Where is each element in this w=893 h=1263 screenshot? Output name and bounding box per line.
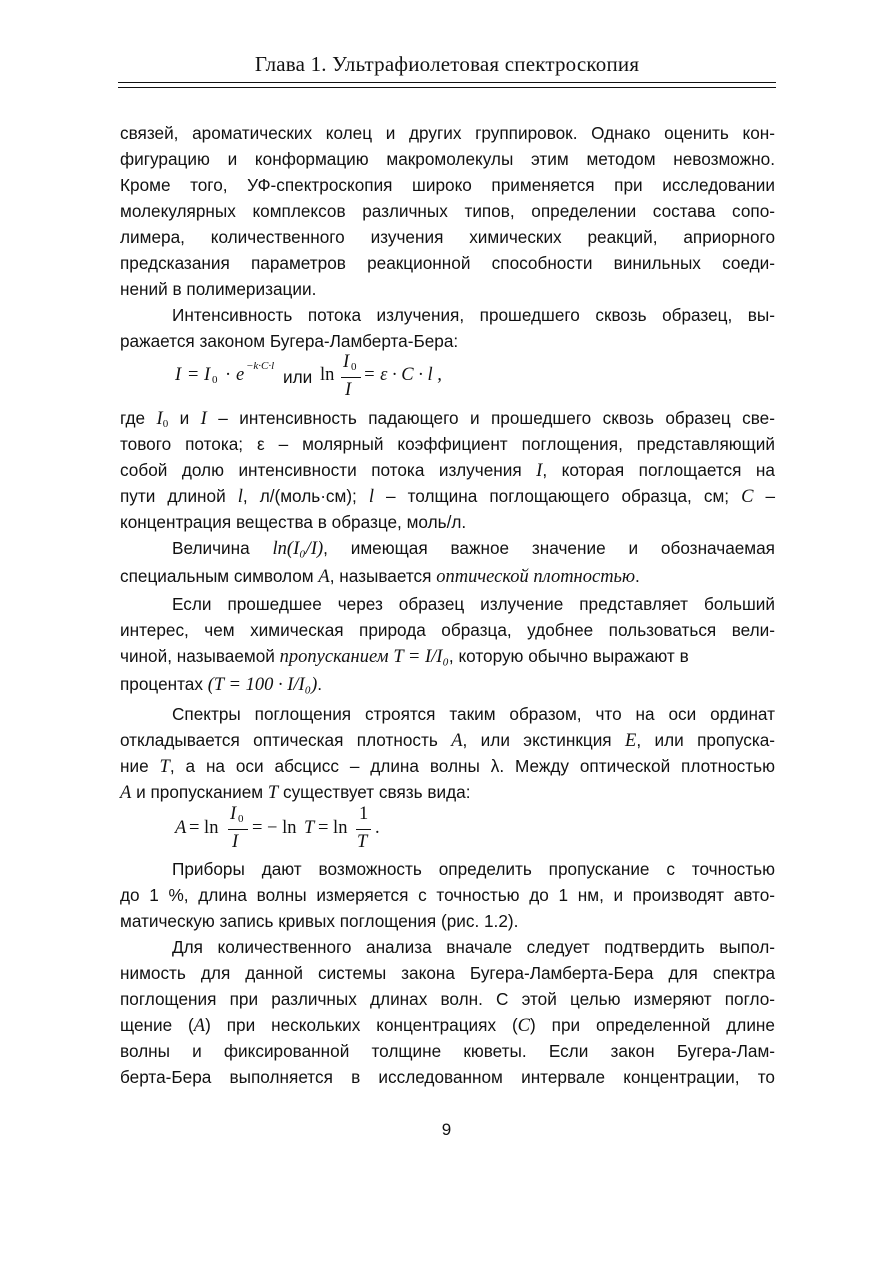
text-line: молекулярных комплексов различных типов, определении состава сопо- [120, 201, 775, 221]
page-number: 9 [441, 1120, 452, 1139]
header-rule-thin [118, 87, 776, 88]
inline-formula: T = I/I₀ [393, 647, 449, 667]
text-line: Кроме того, УФ-спектроскопия широко применяется при исследовании [120, 175, 775, 195]
formula-denominator: I [232, 832, 239, 852]
formula-operator: · [225, 365, 232, 385]
formula-symbol: e [236, 365, 245, 385]
text-line: специальным символом A, называется оптической плотностью. [120, 566, 640, 587]
text-line: Интенсивность потока излучения, прошедшего сквозь образец, вы- [172, 305, 775, 325]
text-line: нений в полимеризации. [120, 279, 317, 299]
fraction-bar [341, 377, 361, 378]
text-line: откладывается оптическая плотность A, или экстинкция E, или пропуска- [120, 730, 776, 751]
text-line: концентрация вещества в образце, моль/л. [120, 512, 467, 532]
text-line: матическую запись кривых поглощения (рис. 1.2). [120, 911, 519, 931]
formula-function: = ln [318, 818, 348, 838]
term-optical-density: оптической плотностью [436, 567, 636, 587]
text-line: нимость для данной системы закона Бугера-Ламберта-Бера для спектра [120, 963, 775, 983]
text-line: пути длиной l, л/(моль·см); l – толщина поглощающего образца, см; C – [120, 486, 776, 507]
term-transmittance: пропусканием [279, 647, 389, 667]
formula-symbol: I [175, 365, 182, 385]
text-line: процентах (T = 100 · I/I₀). [120, 674, 323, 695]
formula-symbol: I [204, 365, 211, 385]
fraction-bar [228, 829, 248, 830]
formula-subscript: 0 [238, 813, 244, 825]
formula-denominator: T [357, 832, 368, 852]
inline-formula: ln(I₀/I) [272, 539, 324, 559]
formula-function: ln [320, 365, 335, 385]
text-line: ние T, а на оси абсцисс – длина волны λ. Между оптической плотностью [120, 756, 775, 777]
text-line: чиной, называемой пропусканием T = I/I₀, которую обычно выражают в [120, 646, 689, 667]
text-line: собой долю интенсивности потока излучения I, которая поглощается на [120, 460, 775, 481]
text-line: связей, ароматических колец и других группировок. Однако оценить кон- [120, 123, 775, 143]
running-header: Глава 1. Ультрафиолетовая спектроскопия [254, 52, 640, 76]
header-rule-thick [118, 82, 776, 83]
text-line: тового потока; ε – молярный коэффициент поглощения, представляющий [120, 434, 775, 454]
formula-subscript: 0 [351, 361, 357, 373]
text-line: интерес, чем химическая природа образца, удобнее пользоваться вели- [120, 620, 775, 640]
formula-exponent: −k·C·l [246, 360, 275, 372]
formula-numerator: I [230, 804, 237, 824]
text-line: поглощения при различных длинах волн. С этой целью измеряют погло- [120, 989, 775, 1009]
formula-function: = − ln [252, 818, 297, 838]
text-line: берта-Бера выполняется в исследованном интервале концентрации, то [120, 1067, 775, 1087]
formula-punct: . [375, 818, 380, 838]
fraction-bar [356, 829, 371, 830]
text-line: A и пропусканием T существует связь вида: [120, 782, 471, 803]
formula-numerator: I [343, 352, 350, 372]
formula-operator: = [188, 365, 199, 385]
text-line: Если прошедшее через образец излучение представляет больший [172, 594, 775, 614]
text-line: ражается законом Бугера-Ламберта-Бера: [120, 331, 459, 351]
text-line: Приборы дают возможность определить пропускание с точностью [172, 859, 775, 879]
text-line: фигурацию и конформацию макромолекулы этим методом невозможно. [120, 149, 775, 169]
text-line: щение (A) при нескольких концентрациях (C) при определенной длине [120, 1015, 775, 1036]
formula-subscript: 0 [212, 374, 218, 386]
formula-symbol: T [304, 818, 315, 838]
formula-numerator: 1 [359, 804, 369, 824]
text-line: Для количественного анализа вначале следует подтвердить выпол- [172, 937, 775, 957]
formula-absorbance [175, 804, 405, 854]
formula-denominator: I [345, 380, 352, 400]
text-line: лимера, количественного изучения химических реакций, априорного [120, 227, 775, 247]
text-line: Спектры поглощения строятся таким образом, что на оси ординат [172, 704, 775, 724]
text-line: Величина ln(I₀/I), имеющая важное значение и обозначаемая [172, 538, 775, 559]
text-line: предсказания параметров реакционной способности винильных соеди- [120, 253, 775, 273]
formula-word-or: или [283, 367, 313, 387]
text-line: где $I_0$ и I – интенсивность падающего и прошедшего сквозь образец све- [120, 408, 775, 430]
formula-function: = ln [189, 818, 219, 838]
text-line: до 1 %, длина волны измеряется с точностью до 1 нм, и производят авто- [120, 885, 775, 905]
formula-symbol: A [175, 818, 187, 838]
formula-rhs: = ε · C · l , [363, 365, 442, 385]
formula-beer-lambert [175, 352, 475, 402]
text-line: волны и фиксированной толщине кюветы. Если закон Бугера-Лам- [120, 1041, 775, 1061]
inline-formula: (T = 100 · I/I₀) [207, 675, 318, 695]
